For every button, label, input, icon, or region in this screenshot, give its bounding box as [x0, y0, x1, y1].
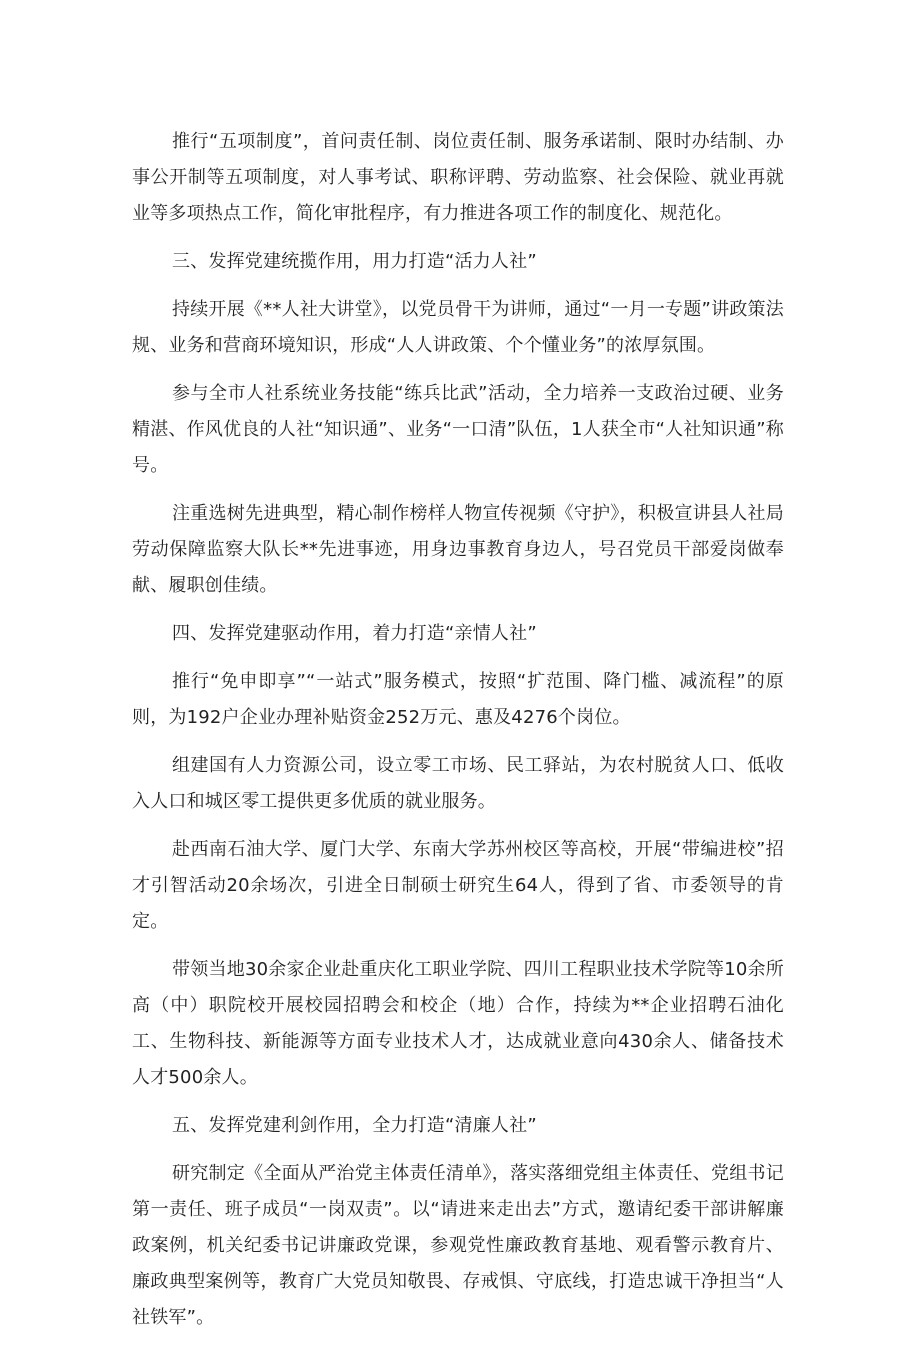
- paragraph-integrity-education: 研究制定《全面从严治党主体责任清单》，落实落细党组主体责任、党组书记第一责任、班子成员“一岗双责”。以“请进来走出去”方式，邀请纪委干部讲解廉政案例，机关纪委书记讲廉政党课，参观党性廉政教育基地、观看警示教育片、廉政典型案例等，教育广大党员知敬畏、存戒惧、守底线，打造忠诚干净担当“人社铁军”。: [132, 1163, 784, 1328]
- paragraph-hr-company: 组建国有人力资源公司，设立零工市场、民工驿站，为农村脱贫人口、低收入人口和城区零工提供更多优质的就业服务。: [132, 755, 784, 812]
- paragraph-campus-recruitment: 赴西南石油大学、厦门大学、东南大学苏州校区等高校，开展“带编进校”招才引智活动20余场次，引进全日制硕士研究生64人，得到了省、市委领导的肯定。: [132, 839, 784, 932]
- paragraph-lecture-hall: 持续开展《**人社大讲堂》，以党员骨干为讲师，通过“一月一专题”讲政策法规、业务和营商环境知识，形成“人人讲政策、个个懂业务”的浓厚氛围。: [132, 299, 784, 356]
- paragraph-five-systems: 推行“五项制度”，首问责任制、岗位责任制、服务承诺制、限时办结制、办事公开制等五项制度，对人事考试、职称评聘、劳动监察、社会保险、就业再就业等多项热点工作，简化审批程序，有力推进各项工作的制度化、规范化。: [132, 131, 784, 224]
- paragraph-skills-competition: 参与全市人社系统业务技能“练兵比武”活动，全力培养一支政治过硬、业务精湛、作风优良的人社“知识通”、业务“一口清”队伍，1人获全市“人社知识通”称号。: [132, 383, 784, 476]
- paragraph-one-stop-service: 推行“免申即享”“一站式”服务模式，按照“扩范围、降门槛、减流程”的原则，为192户企业办理补贴资金252万元、惠及4276个岗位。: [132, 671, 784, 728]
- paragraph-enterprise-recruitment: 带领当地30余家企业赴重庆化工职业学院、四川工程职业技术学院等10余所高（中）职院校开展校园招聘会和校企（地）合作，持续为**企业招聘石油化工、生物科技、新能源等方面专业技术人才，达成就业意向430余人、储备技术人才500余人。: [132, 959, 784, 1088]
- section-heading-4: 四、发挥党建驱动作用，着力打造“亲情人社”: [172, 623, 537, 644]
- section-heading-5: 五、发挥党建利剑作用，全力打造“清廉人社”: [172, 1115, 537, 1136]
- section-heading-3: 三、发挥党建统揽作用，用力打造“活力人社”: [172, 251, 537, 272]
- document-body: [132, 124, 784, 1348]
- paragraph-role-models: 注重选树先进典型，精心制作榜样人物宣传视频《守护》，积极宣讲县人社局劳动保障监察大队长**先进事迹，用身边事教育身边人，号召党员干部爱岗做奉献、履职创佳绩。: [132, 503, 784, 596]
